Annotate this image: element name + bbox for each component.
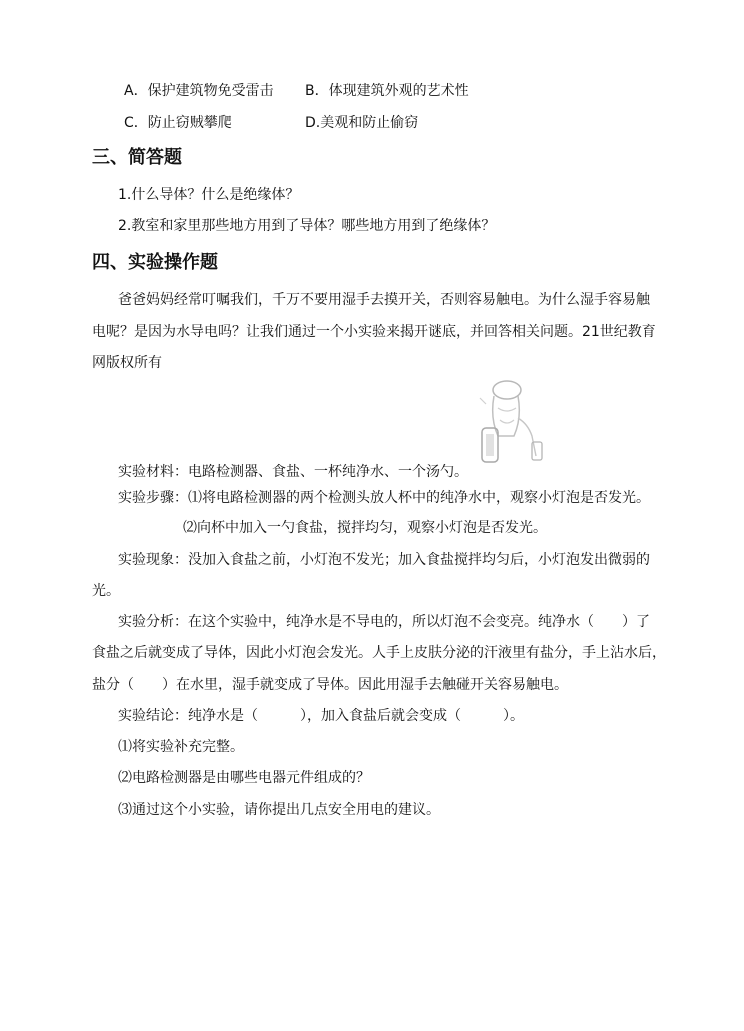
phenomenon-line-1: 实验现象：没加入食盐之前，小灯泡不发光；加入食盐搅拌均匀后，小灯泡发出微弱的 (118, 552, 650, 568)
subquestion-2: ⑵电路检测器是由哪些电器元件组成的？ (118, 770, 370, 786)
choice-d: D.美观和防止偷窃 (305, 115, 419, 131)
choice-b: B．体现建筑外观的艺术性 (305, 83, 469, 99)
analysis-line-2: 食盐之后就变成了导体，因此小灯泡会发光。人手上皮肤分泌的汗液里有盐分，手上沾水后， (92, 645, 666, 661)
section3-question-1: 1.什么导体？什么是绝缘体？ (118, 187, 300, 203)
choice-a: A．保护建筑物免受雷击 (124, 83, 274, 99)
intro-line-1: 爸爸妈妈经常叮嘱我们，千万不要用湿手去摸开关，否则容易触电。为什么湿手容易触 (118, 292, 650, 308)
subquestion-3: ⑶通过这个小实验，请你提出几点安全用电的建议。 (118, 802, 440, 818)
analysis-line-1: 实验分析：在这个实验中，纯净水是不导电的，所以灯泡不会变亮。纯净水（ ）了 (118, 614, 650, 630)
analysis-line-3: 盐分（ ）在水里，湿手就变成了导体。因此用湿手去触碰开关容易触电。 (92, 677, 568, 693)
intro-line-3: 网版权所有 (92, 355, 162, 371)
subquestion-1: ⑴将实验补充完整。 (118, 739, 244, 755)
intro-line-2: 电呢？是因为水导电吗？让我们通过一个小实验来揭开谜底，并回答相关问题。21世纪教育 (92, 324, 656, 340)
steps-line-2: ⑵向杯中加入一勺食盐，搅拌均匀，观察小灯泡是否发光。 (183, 520, 547, 536)
conclusion: 实验结论：纯净水是（ ），加入食盐后就会变成（ ）。 (118, 708, 524, 724)
materials: 实验材料：电路检测器、食盐、一杯纯净水、一个汤勺。 (118, 464, 468, 480)
phenomenon-line-2: 光。 (92, 583, 120, 599)
section3-title: 三、简答题 (92, 147, 182, 168)
steps-line-1: 实验步骤：⑴将电路检测器的两个检测头放人杯中的纯净水中，观察小灯泡是否发光。 (118, 490, 650, 506)
choice-c: C．防止窃贼攀爬 (124, 115, 232, 131)
section3-question-2: 2.教室和家里那些地方用到了导体？哪些地方用到了绝缘体？ (118, 218, 496, 234)
section4-title: 四、实验操作题 (92, 252, 218, 273)
experiment-illustration (462, 378, 552, 468)
